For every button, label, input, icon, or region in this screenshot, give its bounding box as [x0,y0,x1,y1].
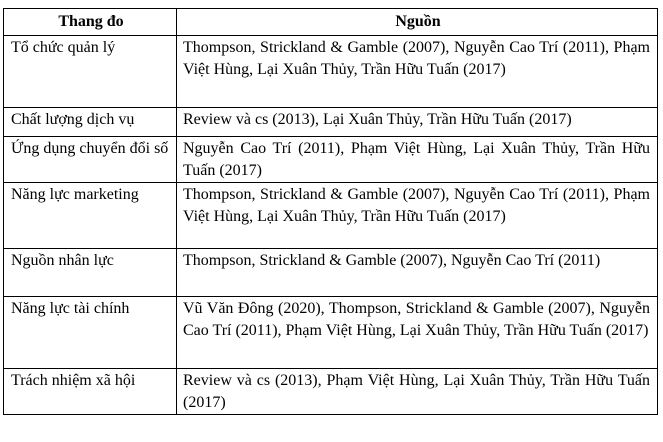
header-source: Nguồn [177,9,658,36]
table-row [4,369,658,415]
scale-cell: Năng lực marketing [4,183,177,249]
source-cell: Nguyễn Cao Trí (2011), Phạm Việt Hùng, Lại Xuân Thủy, Trần Hữu Tuấn (2017) [177,137,658,183]
scale-cell: Nguồn nhân lực [4,249,177,297]
scale-cell: Trách nhiệm xã hội [4,369,177,415]
source-cell: Thompson, Strickland & Gamble (2007), Nguyễn Cao Trí (2011), Phạm Việt Hùng, Lại Xuân Thủy, Trần Hữu Tuấn (2017) [177,36,658,108]
source-cell: Review và cs (2013), Phạm Việt Hùng, Lại Xuân Thủy, Trần Hữu Tuấn (2017) [177,369,658,415]
scale-cell: Năng lực tài chính [4,297,177,369]
scale-cell: Tổ chức quản lý [4,36,177,108]
scale-cell: Ứng dụng chuyển đổi số [4,137,177,183]
table-row [4,108,658,137]
source-cell: Review và cs (2013), Lại Xuân Thủy, Trần Hữu Tuấn (2017) [177,108,658,137]
source-cell: Thompson, Strickland & Gamble (2007), Nguyễn Cao Trí (2011), Phạm Việt Hùng, Lại Xuân Thủy, Trần Hữu Tuấn (2017) [177,183,658,249]
table-row [4,249,658,297]
table-row [4,36,658,108]
table-row [4,297,658,369]
source-cell: Vũ Văn Đông (2020), Thompson, Strickland & Gamble (2007), Nguyễn Cao Trí (2011), Phạm Việt Hùng, Lại Xuân Thủy, Trần Hữu Tuấn (2017) [177,297,658,369]
table-row [4,183,658,249]
scale-cell: Chất lượng dịch vụ [4,108,177,137]
header-row [4,9,658,36]
table-row [4,137,658,183]
header-scale: Thang đo [4,9,177,36]
source-cell: Thompson, Strickland & Gamble (2007), Nguyễn Cao Trí (2011) [177,249,658,297]
scale-source-table [3,8,658,415]
